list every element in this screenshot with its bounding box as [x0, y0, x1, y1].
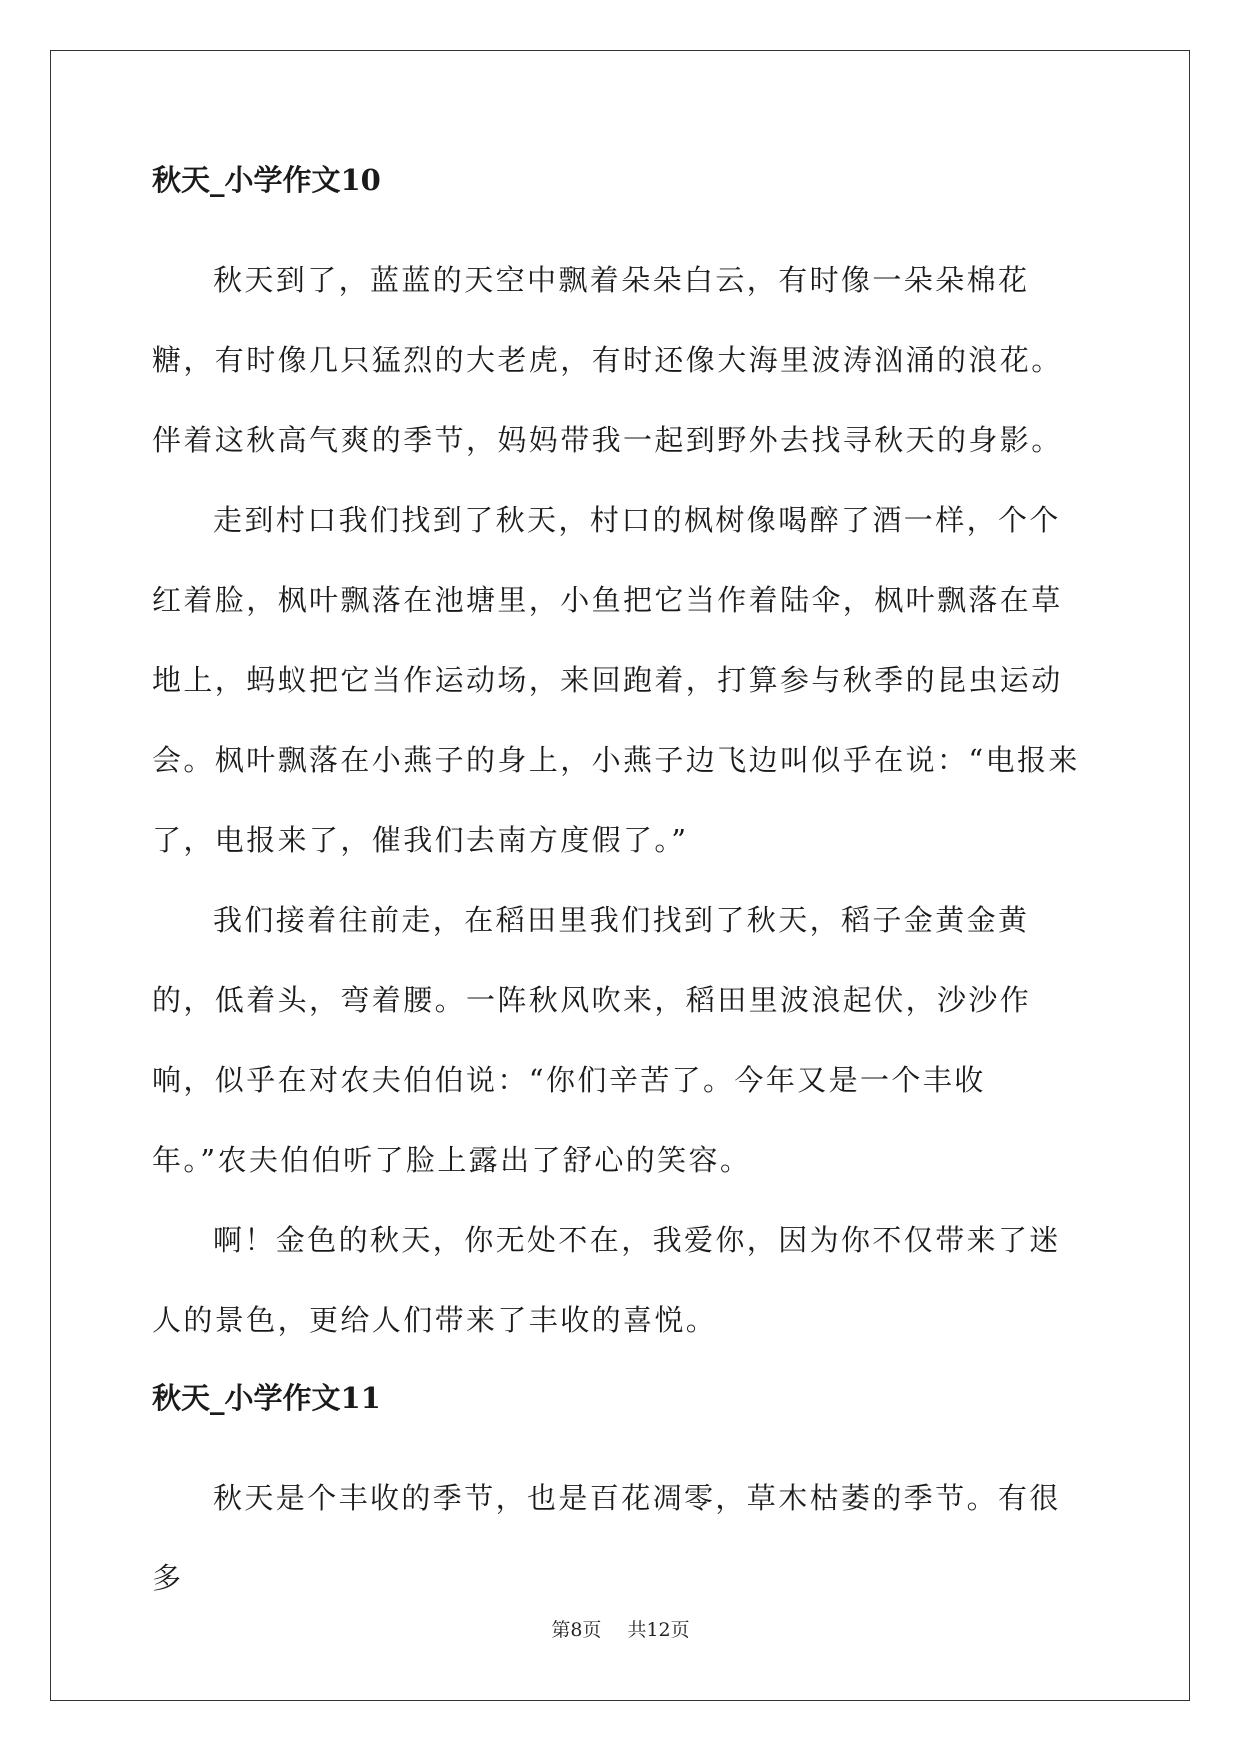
- page-footer: [0, 1618, 1241, 1642]
- page-number: 第8页: [551, 1619, 602, 1641]
- paragraph: 走到村口我们找到了秋天，村口的枫树像喝醉了酒一样，个个红着脸，枫叶飘落在池塘里，小鱼把它当作着陆伞，枫叶飘落在草地上，蚂蚁把它当作运动场，来回跑着，打算参与秋季的昆虫运动会。枫叶飘落在小燕子的身上，小燕子边飞边叫似乎在说：“电报来了，电报来了，催我们去南方度假了。”: [152, 503, 1080, 857]
- document-body: [152, 160, 1082, 1618]
- paragraph: 秋天是个丰收的季节，也是百花凋零，草木枯萎的季节。有很多: [152, 1481, 1061, 1595]
- spacer: [152, 1418, 1082, 1458]
- section-title: 秋天_小学作文11: [152, 1381, 381, 1415]
- paragraph: 秋天到了，蓝蓝的天空中飘着朵朵白云，有时像一朵朵棉花糖，有时像几只猛烈的大老虎，有时还像大海里波涛汹涌的浪花。伴着这秋高气爽的季节，妈妈带我一起到野外去找寻秋天的身影。: [152, 263, 1063, 457]
- spacer: [152, 1360, 1082, 1378]
- spacer: [152, 200, 1082, 240]
- paragraph: 我们接着往前走，在稻田里我们找到了秋天，稻子金黄金黄的，低着头，弯着腰。一阵秋风吹来，稻田里波浪起伏，沙沙作响，似乎在对农夫伯伯说：“你们辛苦了。今年又是一个丰收年。”农夫伯伯听了脸上露出了舒心的笑容。: [152, 903, 1032, 1177]
- section-title: 秋天_小学作文10: [152, 163, 381, 197]
- paragraph: 啊！金色的秋天，你无处不在，我爱你，因为你不仅带来了迷人的景色，更给人们带来了丰收的喜悦。: [152, 1223, 1061, 1337]
- page-total: 共12页: [627, 1619, 690, 1641]
